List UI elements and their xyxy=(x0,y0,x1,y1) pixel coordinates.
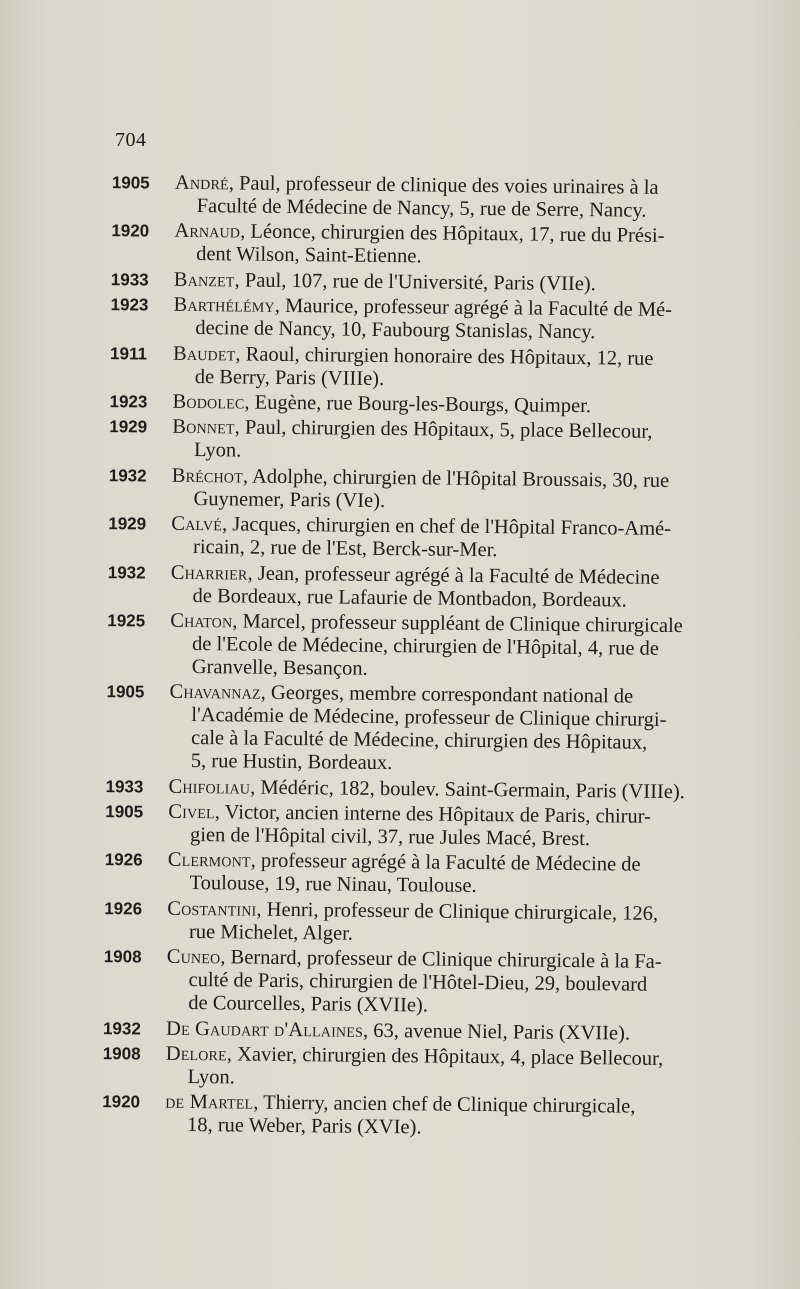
entry-name: Cuneo xyxy=(166,945,221,969)
entry-text: , Henri, professeur de Clinique chirurgicale, 126, xyxy=(256,898,659,925)
directory-entry xyxy=(92,848,752,901)
directory-entry xyxy=(90,1042,750,1095)
entry-year: 1905 xyxy=(111,173,150,193)
entry-first-line xyxy=(168,775,753,804)
entry-text: , Bernard, professeur de Clinique chirurgicale à la Fa- xyxy=(220,946,662,974)
directory-entry xyxy=(99,219,759,272)
directory-entry xyxy=(93,800,753,853)
entry-name: Baudet xyxy=(172,342,236,365)
directory-entry xyxy=(94,680,755,779)
directory-entry xyxy=(99,268,759,298)
entry-text: Faculté de Médecine de Nancy, 5, rue de Serre, Nancy. xyxy=(196,195,647,222)
entry-text: de Berry, Paris (VIIIe). xyxy=(194,365,385,390)
directory-entry xyxy=(91,945,752,1021)
entry-name: Bréchot xyxy=(171,464,244,488)
entry-year: 1908 xyxy=(103,947,142,967)
entry-year: 1908 xyxy=(102,1044,141,1064)
entry-text: de l'Ecole de Médecine, chirurgien de l'Hôpital, 4, rue de xyxy=(191,632,660,660)
entry-name: Chaton xyxy=(170,609,233,633)
entry-name: Chifoliau xyxy=(168,775,251,799)
entry-text: Lyon. xyxy=(193,439,242,462)
entry-continuation-line xyxy=(167,872,752,901)
entry-text: l'Académie de Médecine, professeur de Clinique chirurgi- xyxy=(191,704,667,732)
entry-continuation-line xyxy=(168,824,753,853)
entry-text: , Eugène, rue Bourg-les-Bourgs, Quimper. xyxy=(244,391,592,418)
entry-year: 1923 xyxy=(109,392,148,412)
entry-year: 1933 xyxy=(110,269,149,290)
directory-entry xyxy=(95,560,755,613)
directory-entry xyxy=(98,293,758,346)
entry-name: Bodolec xyxy=(172,390,245,414)
entry-continuation-line xyxy=(173,365,758,394)
directory-entry xyxy=(98,342,758,395)
entry-text: , Paul, chirurgien des Hôpitaux, 5, place Bellecour, xyxy=(234,416,653,444)
entry-continuation-line xyxy=(174,243,759,272)
entry-name: Charrier xyxy=(170,561,248,585)
entry-text: , 63, avenue Niel, Paris (XVIIe). xyxy=(362,1019,631,1045)
entry-year: 1920 xyxy=(102,1092,141,1112)
entry-text: , Raoul, chirurgien honoraire des Hôpitaux, 12, rue xyxy=(235,342,654,370)
entry-continuation-line xyxy=(170,656,755,685)
entry-text: Lyon. xyxy=(187,1065,235,1089)
entry-text: , professeur agrégé à la Faculté de Médecine de xyxy=(250,850,641,877)
entry-continuation-line xyxy=(175,195,760,224)
entry-year: 1925 xyxy=(107,611,146,631)
page-number: 704 xyxy=(115,129,147,151)
entry-text: Guynemer, Paris (VIe). xyxy=(193,487,386,512)
entry-name: Barthélémy xyxy=(173,293,275,318)
entry-name: André xyxy=(174,171,229,195)
entry-text: , Victor, ancien interne des Hôpitaux de Paris, chirur- xyxy=(214,801,652,828)
entry-year: 1933 xyxy=(105,776,144,797)
entry-text: Granvelle, Besançon. xyxy=(191,655,368,680)
entry-continuation-line xyxy=(165,1114,750,1143)
directory-list xyxy=(90,171,760,1146)
entry-year: 1932 xyxy=(108,465,147,486)
entry-text: Toulouse, 19, rue Ninau, Toulouse. xyxy=(189,872,477,898)
entry-year: 1911 xyxy=(109,343,148,364)
entry-name: Chavannaz xyxy=(169,681,261,705)
entry-year: 1926 xyxy=(104,898,143,919)
directory-entry xyxy=(97,390,757,420)
entry-name: Bonnet xyxy=(172,416,235,439)
entry-text: rue Michelet, Alger. xyxy=(188,920,354,945)
entry-year: 1905 xyxy=(105,802,144,822)
entry-first-line xyxy=(174,269,759,298)
entry-name: Arnaud xyxy=(174,220,241,243)
entry-first-line xyxy=(172,391,757,420)
entry-text: , Paul, 107, rue de l'Université, Paris (VIIe). xyxy=(234,269,596,295)
entry-text: , Jacques, chirurgien en chef de l'Hôpital Franco-Amé- xyxy=(221,513,672,541)
entry-text: , Paul, professeur de clinique des voies urinaires à la xyxy=(228,172,659,199)
entry-year: 1932 xyxy=(102,1018,141,1039)
directory-entry xyxy=(90,1090,750,1143)
entry-year: 1905 xyxy=(106,682,145,702)
entry-text: , Georges, membre correspondant national de xyxy=(260,682,634,708)
entry-text: ricain, 2, rue de l'Est, Berck-sur-Mer. xyxy=(192,536,498,562)
entry-name: de Martel xyxy=(165,1091,254,1115)
entry-year: 1929 xyxy=(109,417,148,437)
entry-name: Banzet xyxy=(173,268,235,292)
entry-text: , Léonce, chirurgien des Hôpitaux, 17, rue du Prési- xyxy=(240,220,665,248)
entry-year: 1923 xyxy=(110,295,149,315)
entry-text: , Médéric, 182, boulev. Saint-Germain, Paris (VIIIe). xyxy=(250,776,685,803)
entry-text: de Courcelles, Paris (XVIIe). xyxy=(188,992,429,1017)
entry-name: Calvé xyxy=(171,512,223,536)
entry-name: Civel xyxy=(168,800,215,824)
entry-text: gien de l'Hôpital civil, 37, rue Jules Macé, Brest. xyxy=(189,824,591,851)
entry-text: 5, rue Hustin, Bordeaux. xyxy=(190,750,393,775)
entry-continuation-line xyxy=(169,750,754,779)
entry-continuation-line xyxy=(172,439,757,468)
entry-text: de Bordeaux, rue Lafaurie de Montbadon, Bordeaux. xyxy=(192,584,627,612)
directory-entry xyxy=(95,609,756,685)
entry-name: Delore xyxy=(165,1042,227,1066)
entry-name: Costantini xyxy=(167,897,257,921)
directory-entry xyxy=(96,464,756,517)
entry-text: decine de Nancy, 10, Faubourg Stanislas, Nancy. xyxy=(195,317,596,344)
entry-continuation-line xyxy=(167,921,752,950)
entry-text: dent Wilson, Saint-Etienne. xyxy=(196,243,422,268)
directory-entry xyxy=(93,775,753,805)
directory-entry xyxy=(92,897,752,950)
entry-name: Clermont xyxy=(167,849,251,873)
entry-first-line xyxy=(166,1017,751,1046)
entry-year: 1920 xyxy=(111,221,150,241)
entry-text: , Xavier, chirurgien des Hôpitaux, 4, place Bellecour, xyxy=(226,1043,664,1070)
entry-text: , Maurice, professeur agrégé à la Faculté de Mé- xyxy=(274,295,673,322)
entry-year: 1926 xyxy=(104,850,143,870)
directory-entry xyxy=(97,415,757,468)
entry-text: , Marcel, professeur suppléant de Clinique chirurgicale xyxy=(232,610,683,638)
entry-text: cale à la Faculté de Médecine, chirurgien des Hôpitaux, xyxy=(190,727,648,755)
entry-text: 18, rue Weber, Paris (XVIe). xyxy=(186,1114,422,1139)
entry-name: De Gaudart d'Allaines xyxy=(165,1017,364,1042)
directory-entry xyxy=(96,512,756,565)
entry-text: , Adolphe, chirurgien de l'Hôpital Broussais, 30, rue xyxy=(242,465,670,492)
entry-year: 1929 xyxy=(108,514,147,534)
entry-text: , Thierry, ancien chef de Clinique chirurgicale, xyxy=(253,1092,636,1119)
directory-entry xyxy=(100,171,760,224)
entry-text: , Jean, professeur agrégé à la Faculté de Médecine xyxy=(247,562,660,589)
entry-text: culté de Paris, chirurgien de l'Hôtel-Dieu, 29, boulevard xyxy=(188,969,648,997)
directory-entry xyxy=(91,1017,751,1047)
entry-year: 1932 xyxy=(107,562,146,583)
entry-continuation-line xyxy=(166,992,751,1021)
entry-continuation-line xyxy=(170,584,755,613)
